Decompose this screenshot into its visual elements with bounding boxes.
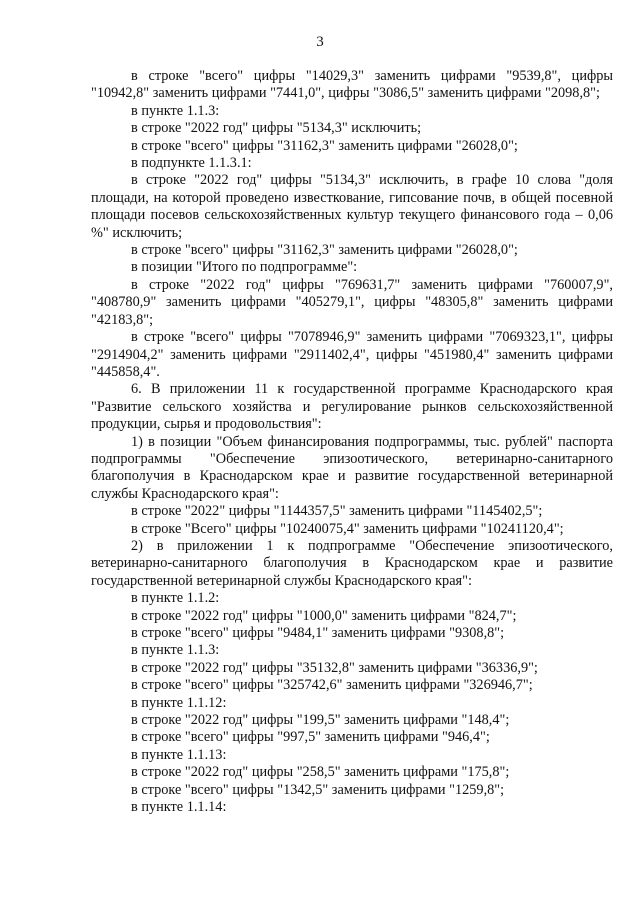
paragraph: в строке "2022 год" цифры "769631,7" заменить цифрами "760007,9", "408780,9" заменить цифрами "405279,1", цифры "48305,8" заменить цифрами "42183,8"; [91,276,613,328]
paragraph: в строке "всего" цифры "1342,5" заменить цифрами "1259,8"; [131,781,505,798]
paragraph: в пункте 1.1.2: [131,590,220,607]
paragraph: 2) в приложении 1 к подпрограмме "Обеспечение эпизоотического, ветеринарно-санитарного благополучия в Краснодарском крае и развитие государственной ветеринарной службы Краснодарского края": [91,537,613,589]
paragraph: в строке "2022 год" цифры "5134,3" исключить; [131,120,422,137]
paragraph: в позиции "Итого по подпрограмме": [131,259,358,276]
paragraph: в строке "всего" цифры "31162,3" заменить цифрами "26028,0"; [131,242,518,259]
paragraph: в строке "всего" цифры "9484,1" заменить цифрами "9308,8"; [131,625,505,641]
paragraph: в строке "всего" цифры "325742,6" заменить цифрами "326946,7"; [131,677,533,694]
paragraph: 6. В приложении 11 к государственной программе Краснодарского края "Развитие сельского хозяйства и регулирование рынков сельскохозяйственной продукции, сырья и продовольствия": [91,381,613,433]
document-body [91,68,613,816]
paragraph: в строке "2022 год" цифры "5134,3" исключить, в графе 10 слова "доля площади, на которой проведено известкование, гипсование почв, в общей посевной площади посевов сельскохозяйственных культур текущего финансового года – 0,06 %" исключить; [91,172,613,241]
paragraph: в пункте 1.1.13: [131,746,227,763]
paragraph: в строке "2022 год" цифры "258,5" заменить цифрами "175,8"; [131,764,510,781]
paragraph: в пункте 1.1.3: [131,102,220,119]
paragraph: в строке "Всего" цифры "10240075,4" заменить цифрами "10241120,4"; [131,520,564,537]
paragraph: в строке "всего" цифры "31162,3" заменить цифрами "26028,0"; [131,137,518,154]
paragraph: в строке "2022 год" цифры "1000,0" заменить цифрами "824,7"; [131,607,517,624]
paragraph: в строке "2022" цифры "1144357,5" заменить цифрами "1145402,5"; [131,503,543,520]
paragraph: в пункте 1.1.12: [131,694,227,711]
paragraph: в строке "всего" цифры "14029,3" заменить цифрами "9539,8", цифры "10942,8" заменить цифрами "7441,0", цифры "3086,5" заменить цифрами "2098,8"; [91,68,613,102]
page-number: 3 [316,34,324,50]
paragraph: в строке "2022 год" цифры "35132,8" заменить цифрами "36336,9"; [131,659,538,676]
paragraph: в строке "всего" цифры "997,5" заменить цифрами "946,4"; [131,729,490,746]
paragraph: в строке "всего" цифры "7078946,9" заменить цифрами "7069323,1", цифры "2914904,2" заменить цифрами "2911402,4", цифры "451980,4" заменить цифрами "445858,4". [91,329,613,380]
paragraph: в пункте 1.1.14: [131,799,227,816]
paragraph: в пункте 1.1.3: [131,642,220,659]
paragraph: в строке "2022 год" цифры "199,5" заменить цифрами "148,4"; [131,712,510,729]
paragraph: 1) в позиции "Объем финансирования подпрограммы, тыс. рублей" паспорта подпрограммы "Обеспечение эпизоотического, ветеринарно-санитарного благополучия в Краснодарском крае и развитие государственной ветеринарной службы Краснодарского края": [91,433,613,502]
paragraph: в подпункте 1.1.3.1: [131,155,252,172]
